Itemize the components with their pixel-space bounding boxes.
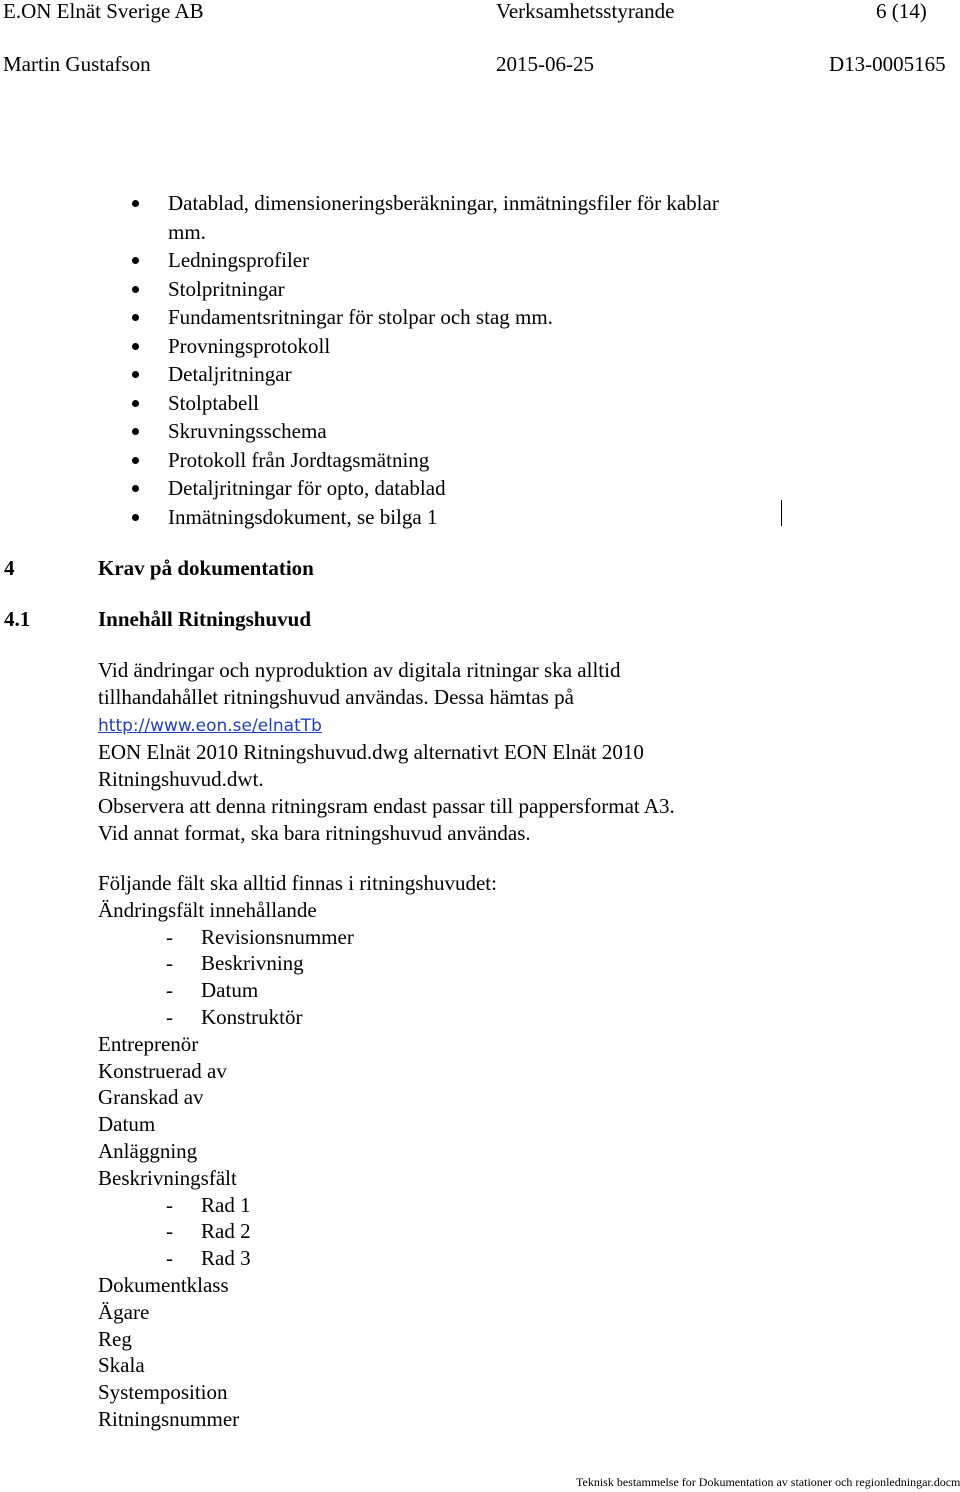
field-item: Anläggning	[98, 1138, 198, 1163]
header-doc-id: D13-0005165	[829, 52, 946, 76]
field-list	[98, 870, 898, 1433]
field-item: Ägare	[98, 1299, 150, 1324]
field-item: Systemposition	[98, 1380, 228, 1405]
field-intro: Följande fält ska alltid finnas i ritningshuvudet:	[98, 871, 497, 895]
dash-item: - Konstruktör	[98, 1004, 898, 1031]
list-item: Stolptabell	[0, 389, 960, 418]
dash-item: - Rad 2	[98, 1218, 898, 1245]
header-page: 6 (14)	[876, 0, 927, 23]
bullet-list	[0, 189, 960, 531]
list-item: Provningsprotokoll	[0, 332, 960, 361]
list-item: Stolpritningar	[0, 275, 960, 304]
header-company: E.ON Elnät Sverige AB	[3, 0, 204, 23]
header-author: Martin Gustafson	[3, 52, 151, 76]
field-item: Granskad av	[98, 1085, 204, 1110]
list-item: Ledningsprofiler	[0, 246, 960, 275]
eon-link[interactable]: http://www.eon.se/elnatTb	[98, 715, 322, 736]
field-item: Konstruerad av	[98, 1058, 227, 1083]
list-item: Datablad, dimensioneringsberäkningar, inmätningsfiler för kablar mm.	[0, 189, 960, 246]
field-item: Entreprenör	[98, 1031, 199, 1056]
dash-item: - Rad 1	[98, 1192, 898, 1219]
dash-item: - Revisionsnummer	[98, 924, 898, 951]
text-line: tillhandahållet ritningshuvud användas. Dessa hämtas på	[98, 684, 574, 709]
text-line: Ritningshuvud.dwt.	[98, 767, 264, 792]
text-line: EON Elnät 2010 Ritningshuvud.dwg alternativt EON Elnät 2010	[98, 740, 644, 765]
header-date: 2015-06-25	[496, 52, 594, 76]
dash-item: - Datum	[98, 977, 898, 1004]
list-item: Skruvningsschema	[0, 417, 960, 446]
field-item: Ritningsnummer	[98, 1406, 240, 1431]
section-number: 4	[4, 556, 15, 580]
field-item: Beskrivningsfält	[98, 1165, 237, 1190]
field-item: Ändringsfält innehållande	[98, 897, 317, 922]
list-item: Detaljritningar	[0, 360, 960, 389]
list-item: Fundamentsritningar för stolpar och stag mm.	[0, 303, 960, 332]
field-item: Reg	[98, 1326, 132, 1351]
dash-item: - Beskrivning	[98, 950, 898, 977]
section-title: Innehåll Ritningshuvud	[98, 607, 312, 631]
field-item: Datum	[98, 1112, 156, 1137]
header-doc-type: Verksamhetsstyrande	[496, 0, 675, 23]
list-item: Protokoll från Jordtagsmätning	[0, 446, 960, 475]
header-row-1	[0, 0, 960, 25]
text-line: Vid annat format, ska bara ritningshuvud användas.	[98, 820, 531, 845]
field-item: Dokumentklass	[98, 1272, 229, 1297]
page-footer: Teknisk bestammelse for Dokumentation av stationer och regionledningar.docm	[576, 1475, 960, 1489]
list-item: Detaljritningar för opto, datablad	[0, 474, 960, 503]
paragraph-ritningshuvud	[98, 657, 898, 847]
dash-item: - Rad 3	[98, 1245, 898, 1272]
field-item: Skala	[98, 1353, 145, 1378]
text-line: Observera att denna ritningsram endast passar till pappersformat A3.	[98, 793, 675, 818]
section-number: 4.1	[4, 607, 31, 631]
list-item: Inmätningsdokument, se bilga 1	[0, 503, 960, 532]
text-line: Vid ändringar och nyproduktion av digitala ritningar ska alltid	[98, 658, 621, 682]
header-row-2	[0, 50, 960, 78]
change-bar	[781, 500, 782, 526]
section-title: Krav på dokumentation	[98, 556, 314, 580]
